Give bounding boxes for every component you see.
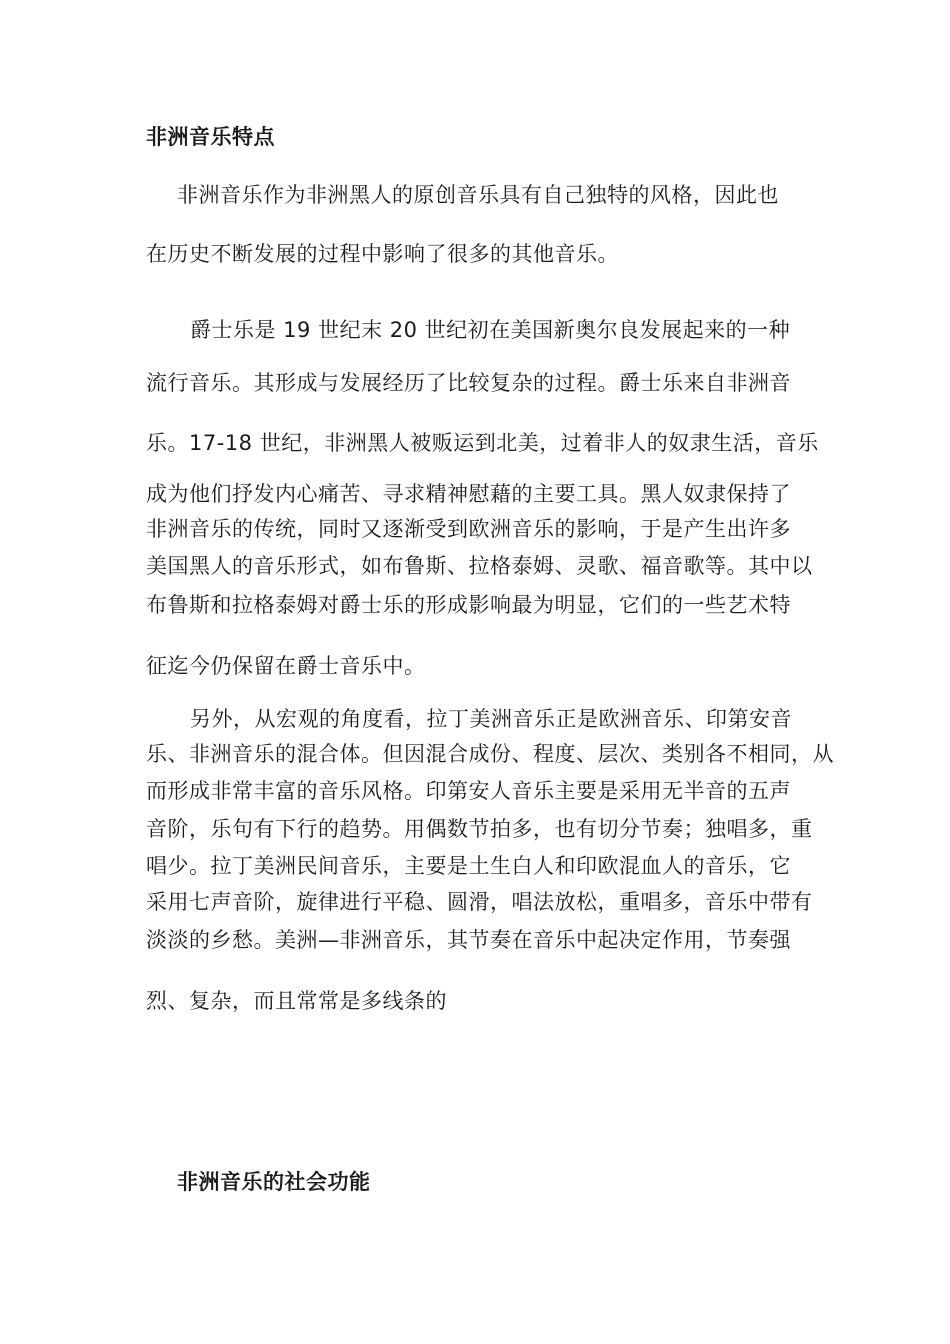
paragraph-line: 音阶，乐句有下行的趋势。用偶数节拍多，也有切分节奏；独唱多，重 [146,817,813,841]
paragraph-line: 非洲音乐的传统，同时又逐渐受到欧洲音乐的影响，于是产生出许多 [146,517,791,541]
paragraph-line: 非洲音乐作为非洲黑人的原创音乐具有自己独特的风格，因此也 [177,183,779,207]
paragraph-line: 另外，从宏观的角度看，拉丁美洲音乐正是欧洲音乐、印第安音 [190,707,792,731]
paragraph-line: 唱少。拉丁美洲民间音乐，主要是土生白人和印欧混血人的音乐，它 [146,854,791,878]
paragraph-line: 采用七声音阶，旋律进行平稳、圆滑，唱法放松，重唱多，音乐中带有 [146,890,813,914]
paragraph-line: 流行音乐。其形成与发展经历了比较复杂的过程。爵士乐来自非洲音 [146,371,791,395]
paragraph-line: 乐、非洲音乐的混合体。但因混合成份、程度、层次、类别各不相同，从 [146,742,834,766]
paragraph-line: 乐。17-18 世纪，非洲黑人被贩运到北美，过着非人的奴隶生活，音乐 [146,431,819,455]
paragraph-line: 成为他们抒发内心痛苦、寻求精神慰藉的主要工具。黑人奴隶保持了 [146,482,791,506]
section-heading-social-function: 非洲音乐的社会功能 [177,1170,371,1194]
section-heading-features: 非洲音乐特点 [146,125,275,149]
paragraph-line: 淡淡的乡愁。美洲—非洲音乐，其节奏在音乐中起决定作用，节奏强 [146,928,791,952]
paragraph-line: 美国黑人的音乐形式，如布鲁斯、拉格泰姆、灵歌、福音歌等。其中以 [146,554,813,578]
paragraph-line: 而形成非常丰富的音乐风格。印第安人音乐主要是采用无半音的五声 [146,779,791,803]
paragraph-line: 布鲁斯和拉格泰姆对爵士乐的形成影响最为明显，它们的一些艺术特 [146,593,791,617]
paragraph-line: 爵士乐是 19 世纪末 20 世纪初在美国新奥尔良发展起来的一种 [190,318,791,342]
paragraph-line: 征迄今仍保留在爵士音乐中。 [146,654,426,678]
paragraph-line: 烈、复杂，而且常常是多线条的 [146,989,447,1013]
paragraph-line: 在历史不断发展的过程中影响了很多的其他音乐。 [146,242,619,266]
